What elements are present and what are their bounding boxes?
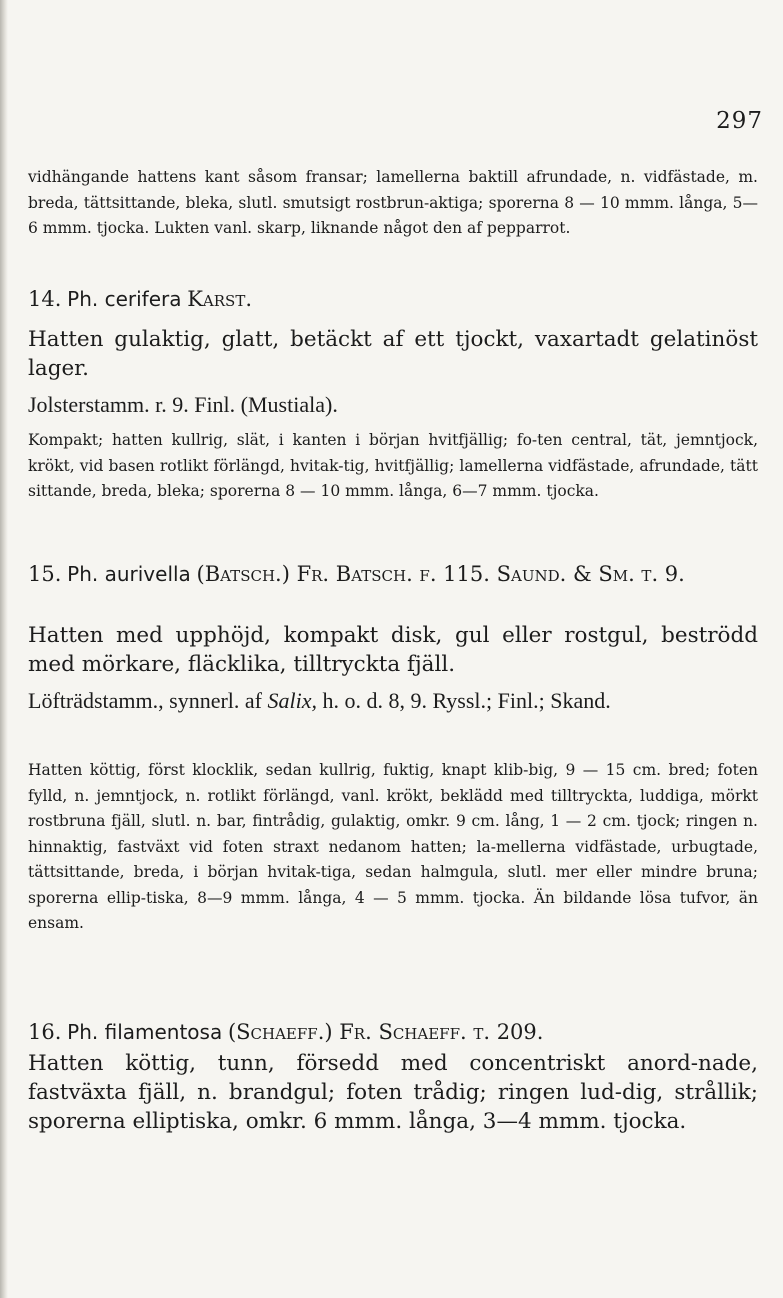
species-15-habitat (28, 686, 758, 716)
species-name: Ph. cerifera (67, 287, 182, 311)
species-15-summary: Hatten med upphöjd, kompakt disk, gul eller rostgul, beströdd med mörkare, fläcklika, tilltryckta fjäll. (28, 623, 758, 677)
species-14-heading (28, 285, 758, 315)
species-14-description: Kompakt; hatten kullrig, slät, i kanten i början hvitfjällig; fo-ten central, tät, jemntjock, krökt, vid basen rotlikt förlängd, hvitak-tig, hvitfjällig; lamellerna vidfästade, afrundade, tätt sittande, breda, bleka; sporerna 8 — 10 mmm. långa, 6—7 mmm. tjocka. (28, 431, 758, 500)
intro-paragraph: vidhängande hattens kant såsom fransar; lamellerna baktill afrundade, n. vidfästade, m. breda, tättsittande, bleka, slutl. smutsigt rostbrun-aktiga; sporerna 8 — 10 mmm. långa, 5—6 mmm. tjocka. Lukten vanl. skarp, liknande något den af pepparrot. (28, 168, 758, 237)
species-15-heading (28, 560, 758, 590)
species-name: Ph. aurivella (67, 562, 191, 586)
species-name: Ph. filamentosa (67, 1020, 223, 1044)
habitat-genus: Salix, (267, 688, 317, 713)
habitat-suffix: h. o. d. 8, 9. Ryssl.; Finl.; Skand. (322, 688, 611, 713)
species-number: 14. (28, 287, 62, 311)
book-page (28, 0, 763, 1298)
page-binding-edge (0, 0, 8, 1298)
species-16-heading (28, 1018, 758, 1048)
species-author: (Schaeff.) Fr. Schaeff. t. 209. (227, 1020, 544, 1044)
page-number: 297 (716, 108, 763, 134)
species-15-description: Hatten köttig, först klocklik, sedan kullrig, fuktig, knapt klib-big, 9 — 15 cm. bred; foten fylld, n. jemntjock, n. rotlikt förlängd, vanl. krökt, beklädd med tilltryckta, luddiga, mörkt rostbruna fjäll, slutl. n. bar, fintrådig, gulaktig, omkr. 9 cm. lång, 1 — 2 cm. tjock; ringen n. hinnaktig, fastväxt vid foten straxt nedanom hatten; la-mellerna vidfästade, urbugtade, tättsittande, breda, i början hvitak-tiga, sedan halmgula, slutl. mer eller mindre bruna; sporerna ellip-tiska, 8—9 mmm. långa, 4 — 5 mmm. tjocka. Än bildande lösa tufvor, än ensam. (28, 761, 758, 932)
species-16-summary: Hatten köttig, tunn, försedd med concentriskt anord-nade, fastväxta fjäll, n. brandgul; foten trådig; ringen lud-dig, strållik; sporerna elliptiska, omkr. 6 mmm. långa, 3—4 mmm. tjocka. (28, 1051, 758, 1134)
species-author: (Batsch.) Fr. Batsch. f. 115. Saund. & Sm. t. 9. (196, 562, 685, 586)
species-14-habitat: Jolsterstamm. r. 9. Finl. (Mustiala). (28, 392, 338, 417)
species-author: Karst. (187, 287, 253, 311)
species-number: 16. (28, 1020, 62, 1044)
species-14-summary: Hatten gulaktig, glatt, betäckt af ett tjockt, vaxartadt gelatinöst lager. (28, 327, 758, 381)
species-number: 15. (28, 562, 62, 586)
habitat-prefix: Löfträdstamm., synnerl. af (28, 688, 262, 713)
